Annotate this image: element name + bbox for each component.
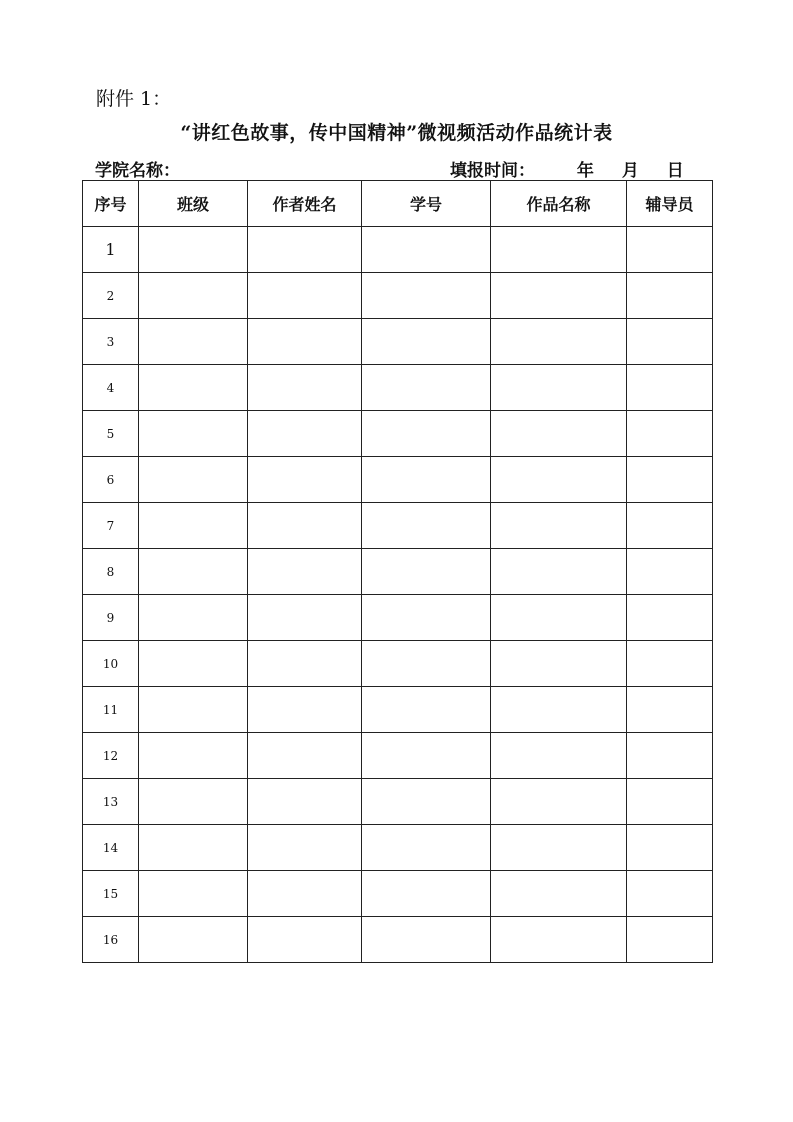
counselor-cell[interactable]	[627, 549, 713, 595]
author-name-cell[interactable]	[248, 411, 362, 457]
author-name-cell[interactable]	[248, 825, 362, 871]
author-name-cell[interactable]	[248, 365, 362, 411]
table-row	[83, 733, 713, 779]
work-title-cell[interactable]	[491, 641, 627, 687]
counselor-cell[interactable]	[627, 687, 713, 733]
author-name-cell[interactable]	[248, 733, 362, 779]
row-index-cell: 5	[83, 411, 139, 457]
document-title: “讲红色故事，传中国精神”微视频活动作品统计表	[180, 122, 613, 144]
counselor-cell[interactable]	[627, 779, 713, 825]
class-cell[interactable]	[139, 825, 248, 871]
fill-date-group	[450, 156, 684, 181]
work-title-cell[interactable]	[491, 687, 627, 733]
class-cell[interactable]	[139, 503, 248, 549]
row-index-cell: 12	[83, 733, 139, 779]
class-cell[interactable]	[139, 319, 248, 365]
class-cell[interactable]	[139, 411, 248, 457]
counselor-cell[interactable]	[627, 733, 713, 779]
student-id-cell[interactable]	[362, 595, 491, 641]
student-id-cell[interactable]	[362, 641, 491, 687]
row-index-cell: 2	[83, 273, 139, 319]
row-index-cell: 4	[83, 365, 139, 411]
work-title-cell[interactable]	[491, 319, 627, 365]
table-row	[83, 227, 713, 273]
counselor-cell[interactable]	[627, 871, 713, 917]
student-id-cell[interactable]	[362, 273, 491, 319]
row-index-cell: 7	[83, 503, 139, 549]
class-cell[interactable]	[139, 641, 248, 687]
author-name-cell[interactable]	[248, 917, 362, 963]
row-index-cell: 10	[83, 641, 139, 687]
student-id-cell[interactable]	[362, 549, 491, 595]
month-label: 月	[621, 161, 639, 181]
row-index-cell: 8	[83, 549, 139, 595]
table-row	[83, 549, 713, 595]
class-cell[interactable]	[139, 273, 248, 319]
row-index-cell: 13	[83, 779, 139, 825]
table-row	[83, 595, 713, 641]
work-title-cell[interactable]	[491, 825, 627, 871]
author-name-cell[interactable]	[248, 595, 362, 641]
row-index-cell: 3	[83, 319, 139, 365]
work-title-cell[interactable]	[491, 273, 627, 319]
row-index-cell: 9	[83, 595, 139, 641]
table-header-row	[83, 181, 713, 227]
row-index-cell: 6	[83, 457, 139, 503]
author-name-cell[interactable]	[248, 871, 362, 917]
author-name-cell[interactable]	[248, 549, 362, 595]
class-cell[interactable]	[139, 733, 248, 779]
header-counselor: 辅导员	[627, 181, 713, 227]
header-author-name: 作者姓名	[248, 181, 362, 227]
day-label: 日	[666, 161, 684, 181]
header-class: 班级	[139, 181, 248, 227]
work-title-cell[interactable]	[491, 917, 627, 963]
counselor-cell[interactable]	[627, 917, 713, 963]
author-name-cell[interactable]	[248, 227, 362, 273]
header-student-id: 学号	[362, 181, 491, 227]
table-row	[83, 503, 713, 549]
table-row	[83, 319, 713, 365]
author-name-cell[interactable]	[248, 503, 362, 549]
student-id-cell[interactable]	[362, 825, 491, 871]
class-cell[interactable]	[139, 687, 248, 733]
header-work-title: 作品名称	[491, 181, 627, 227]
table-row	[83, 825, 713, 871]
counselor-cell[interactable]	[627, 641, 713, 687]
work-title-cell[interactable]	[491, 503, 627, 549]
table-row	[83, 871, 713, 917]
student-id-cell[interactable]	[362, 871, 491, 917]
fill-date-label: 填报时间：	[450, 161, 535, 181]
class-cell[interactable]	[139, 917, 248, 963]
work-title-cell[interactable]	[491, 411, 627, 457]
row-index-cell: 11	[83, 687, 139, 733]
class-cell[interactable]	[139, 871, 248, 917]
table-row	[83, 457, 713, 503]
class-cell[interactable]	[139, 595, 248, 641]
college-name-label: 学院名称：	[95, 161, 180, 181]
counselor-cell[interactable]	[627, 365, 713, 411]
counselor-cell[interactable]	[627, 457, 713, 503]
works-statistics-table	[82, 180, 713, 963]
work-title-cell[interactable]	[491, 365, 627, 411]
student-id-cell[interactable]	[362, 687, 491, 733]
student-id-cell[interactable]	[362, 779, 491, 825]
student-id-cell[interactable]	[362, 917, 491, 963]
class-cell[interactable]	[139, 365, 248, 411]
year-label: 年	[576, 161, 594, 181]
header-index: 序号	[83, 181, 139, 227]
row-index-cell: 15	[83, 871, 139, 917]
table-row	[83, 641, 713, 687]
counselor-cell[interactable]	[627, 411, 713, 457]
table-row	[83, 365, 713, 411]
counselor-cell[interactable]	[627, 595, 713, 641]
work-title-cell[interactable]	[491, 871, 627, 917]
class-cell[interactable]	[139, 779, 248, 825]
author-name-cell[interactable]	[248, 457, 362, 503]
author-name-cell[interactable]	[248, 273, 362, 319]
work-title-cell[interactable]	[491, 595, 627, 641]
counselor-cell[interactable]	[627, 227, 713, 273]
author-name-cell[interactable]	[248, 687, 362, 733]
table-row	[83, 273, 713, 319]
class-cell[interactable]	[139, 549, 248, 595]
student-id-cell[interactable]	[362, 319, 491, 365]
work-title-cell[interactable]	[491, 549, 627, 595]
attachment-label: 附件 1：	[96, 88, 172, 110]
student-id-cell[interactable]	[362, 411, 491, 457]
work-title-cell[interactable]	[491, 227, 627, 273]
author-name-cell[interactable]	[248, 779, 362, 825]
class-cell[interactable]	[139, 457, 248, 503]
student-id-cell[interactable]	[362, 457, 491, 503]
table-row	[83, 917, 713, 963]
counselor-cell[interactable]	[627, 503, 713, 549]
counselor-cell[interactable]	[627, 319, 713, 365]
work-title-cell[interactable]	[491, 779, 627, 825]
table-row	[83, 687, 713, 733]
work-title-cell[interactable]	[491, 457, 627, 503]
row-index-cell: 1	[83, 227, 139, 273]
student-id-cell[interactable]	[362, 503, 491, 549]
table-row	[83, 779, 713, 825]
row-index-cell: 16	[83, 917, 139, 963]
table-row	[83, 411, 713, 457]
author-name-cell[interactable]	[248, 641, 362, 687]
counselor-cell[interactable]	[627, 825, 713, 871]
counselor-cell[interactable]	[627, 273, 713, 319]
author-name-cell[interactable]	[248, 319, 362, 365]
work-title-cell[interactable]	[491, 733, 627, 779]
table-body	[83, 227, 713, 963]
row-index-cell: 14	[83, 825, 139, 871]
student-id-cell[interactable]	[362, 733, 491, 779]
class-cell[interactable]	[139, 227, 248, 273]
meta-row	[95, 156, 695, 180]
student-id-cell[interactable]	[362, 227, 491, 273]
student-id-cell[interactable]	[362, 365, 491, 411]
